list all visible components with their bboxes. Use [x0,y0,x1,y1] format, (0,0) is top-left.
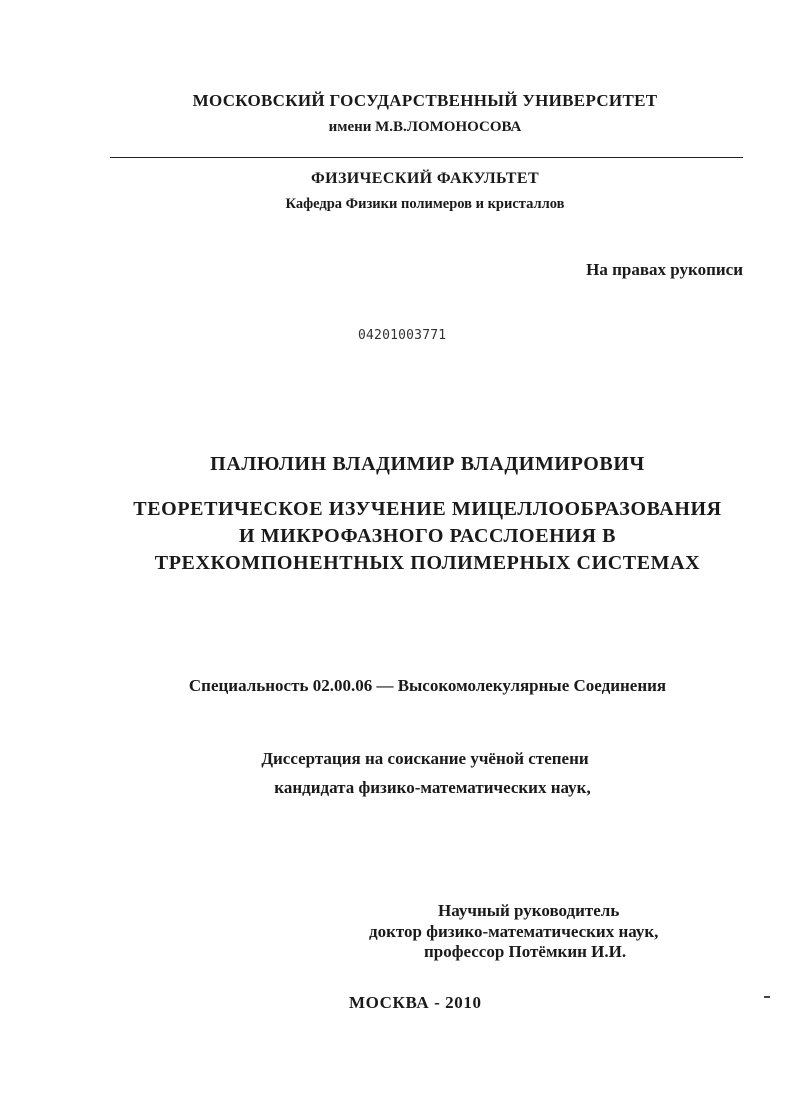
specialty-line: Специальность 02.00.06 — Высокомолекулярные Соединения [188,676,667,695]
university-name: МОСКОВСКИЙ ГОСУДАРСТВЕННЫЙ УНИВЕРСИТЕТ [192,91,658,110]
scan-speck [764,996,770,998]
author-name: ПАЛЮЛИН ВЛАДИМИР ВЛАДИМИРОВИЧ [210,453,645,475]
advisor-line: доктор физико-математических наук, [369,922,659,941]
advisor-line: профессор Потёмкин И.И. [424,942,627,961]
faculty-name: ФИЗИЧЕСКИЙ ФАКУЛЬТЕТ [310,170,540,187]
thesis-title-line: И МИКРОФАЗНОГО РАССЛОЕНИЯ В [238,525,617,547]
thesis-title-line: ТРЕХКОМПОНЕНТНЫХ ПОЛИМЕРНЫХ СИСТЕМАХ [154,552,701,574]
thesis-title-line: ТЕОРЕТИЧЕСКОЕ ИЗУЧЕНИЕ МИЦЕЛЛООБРАЗОВАНИЯ [133,498,722,520]
city-year: МОСКВА - 2010 [349,993,482,1012]
university-named-after: имени М.В.ЛОМОНОСОВА [328,119,522,135]
header-divider [110,157,743,158]
department-name: Кафедра Физики полимеров и кристаллов [285,196,565,212]
library-stamp-number: 04201003771 [358,328,447,343]
manuscript-rights-note: На правах рукописи [586,260,743,279]
degree-line: Диссертация на соискание учёной степени [261,749,589,768]
advisor-line: Научный руководитель [438,901,620,920]
degree-line: кандидата физико-математических наук, [274,778,591,797]
